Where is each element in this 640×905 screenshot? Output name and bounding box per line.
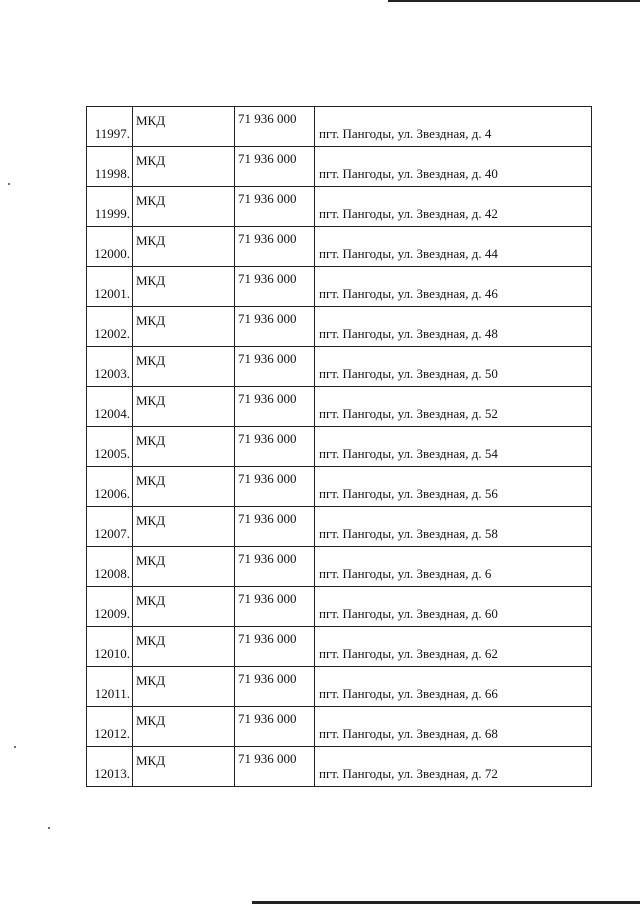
- building-type: МКД: [133, 627, 235, 667]
- building-type: МКД: [133, 547, 235, 587]
- table-row: [87, 427, 592, 467]
- address: пгт. Пангоды, ул. Звездная, д. 52: [315, 387, 592, 427]
- row-number: 12012.: [87, 707, 133, 747]
- oktmo-code: 71 936 000: [235, 347, 315, 387]
- address: пгт. Пангоды, ул. Звездная, д. 68: [315, 707, 592, 747]
- address: пгт. Пангоды, ул. Звездная, д. 56: [315, 467, 592, 507]
- address: пгт. Пангоды, ул. Звездная, д. 40: [315, 147, 592, 187]
- oktmo-code: 71 936 000: [235, 147, 315, 187]
- address: пгт. Пангоды, ул. Звездная, д. 58: [315, 507, 592, 547]
- table-row: [87, 507, 592, 547]
- row-number: 11997.: [87, 107, 133, 147]
- building-type: МКД: [133, 707, 235, 747]
- row-number: 12000.: [87, 227, 133, 267]
- address-registry-table: [86, 106, 592, 787]
- address: пгт. Пангоды, ул. Звездная, д. 72: [315, 747, 592, 787]
- table-row: [87, 547, 592, 587]
- address: пгт. Пангоды, ул. Звездная, д. 62: [315, 627, 592, 667]
- scan-edge-bottom: [252, 901, 640, 904]
- table-row: [87, 227, 592, 267]
- row-number: 12002.: [87, 307, 133, 347]
- address: пгт. Пангоды, ул. Звездная, д. 44: [315, 227, 592, 267]
- oktmo-code: 71 936 000: [235, 267, 315, 307]
- table-row: [87, 667, 592, 707]
- table-row: [87, 467, 592, 507]
- oktmo-code: 71 936 000: [235, 227, 315, 267]
- scan-speck: [8, 183, 10, 185]
- table-row: [87, 627, 592, 667]
- building-type: МКД: [133, 267, 235, 307]
- row-number: 12011.: [87, 667, 133, 707]
- address: пгт. Пангоды, ул. Звездная, д. 48: [315, 307, 592, 347]
- oktmo-code: 71 936 000: [235, 307, 315, 347]
- row-number: 12006.: [87, 467, 133, 507]
- scan-speck: [14, 746, 16, 748]
- building-type: МКД: [133, 227, 235, 267]
- oktmo-code: 71 936 000: [235, 667, 315, 707]
- row-number: 12001.: [87, 267, 133, 307]
- address: пгт. Пангоды, ул. Звездная, д. 42: [315, 187, 592, 227]
- address: пгт. Пангоды, ул. Звездная, д. 54: [315, 427, 592, 467]
- row-number: 11998.: [87, 147, 133, 187]
- oktmo-code: 71 936 000: [235, 467, 315, 507]
- building-type: МКД: [133, 347, 235, 387]
- building-type: МКД: [133, 467, 235, 507]
- table-row: [87, 107, 592, 147]
- scan-speck: [48, 827, 50, 829]
- oktmo-code: 71 936 000: [235, 547, 315, 587]
- oktmo-code: 71 936 000: [235, 427, 315, 467]
- building-type: МКД: [133, 387, 235, 427]
- building-type: МКД: [133, 307, 235, 347]
- table-row: [87, 267, 592, 307]
- building-type: МКД: [133, 427, 235, 467]
- row-number: 12004.: [87, 387, 133, 427]
- address: пгт. Пангоды, ул. Звездная, д. 4: [315, 107, 592, 147]
- oktmo-code: 71 936 000: [235, 187, 315, 227]
- building-type: МКД: [133, 147, 235, 187]
- row-number: 12009.: [87, 587, 133, 627]
- building-type: МКД: [133, 507, 235, 547]
- oktmo-code: 71 936 000: [235, 627, 315, 667]
- table-row: [87, 387, 592, 427]
- address: пгт. Пангоды, ул. Звездная, д. 6: [315, 547, 592, 587]
- building-type: МКД: [133, 587, 235, 627]
- row-number: 12007.: [87, 507, 133, 547]
- oktmo-code: 71 936 000: [235, 707, 315, 747]
- oktmo-code: 71 936 000: [235, 587, 315, 627]
- building-type: МКД: [133, 667, 235, 707]
- scan-edge-top: [388, 0, 640, 2]
- table-row: [87, 307, 592, 347]
- table-row: [87, 747, 592, 787]
- table-row: [87, 347, 592, 387]
- address: пгт. Пангоды, ул. Звездная, д. 66: [315, 667, 592, 707]
- table-row: [87, 707, 592, 747]
- building-type: МКД: [133, 187, 235, 227]
- table-body: [87, 107, 592, 787]
- oktmo-code: 71 936 000: [235, 107, 315, 147]
- row-number: 12003.: [87, 347, 133, 387]
- row-number: 12010.: [87, 627, 133, 667]
- oktmo-code: 71 936 000: [235, 747, 315, 787]
- address: пгт. Пангоды, ул. Звездная, д. 46: [315, 267, 592, 307]
- row-number: 12008.: [87, 547, 133, 587]
- oktmo-code: 71 936 000: [235, 387, 315, 427]
- row-number: 12005.: [87, 427, 133, 467]
- address: пгт. Пангоды, ул. Звездная, д. 60: [315, 587, 592, 627]
- row-number: 12013.: [87, 747, 133, 787]
- row-number: 11999.: [87, 187, 133, 227]
- oktmo-code: 71 936 000: [235, 507, 315, 547]
- table-row: [87, 587, 592, 627]
- building-type: МКД: [133, 747, 235, 787]
- table-row: [87, 147, 592, 187]
- address: пгт. Пангоды, ул. Звездная, д. 50: [315, 347, 592, 387]
- table-row: [87, 187, 592, 227]
- building-type: МКД: [133, 107, 235, 147]
